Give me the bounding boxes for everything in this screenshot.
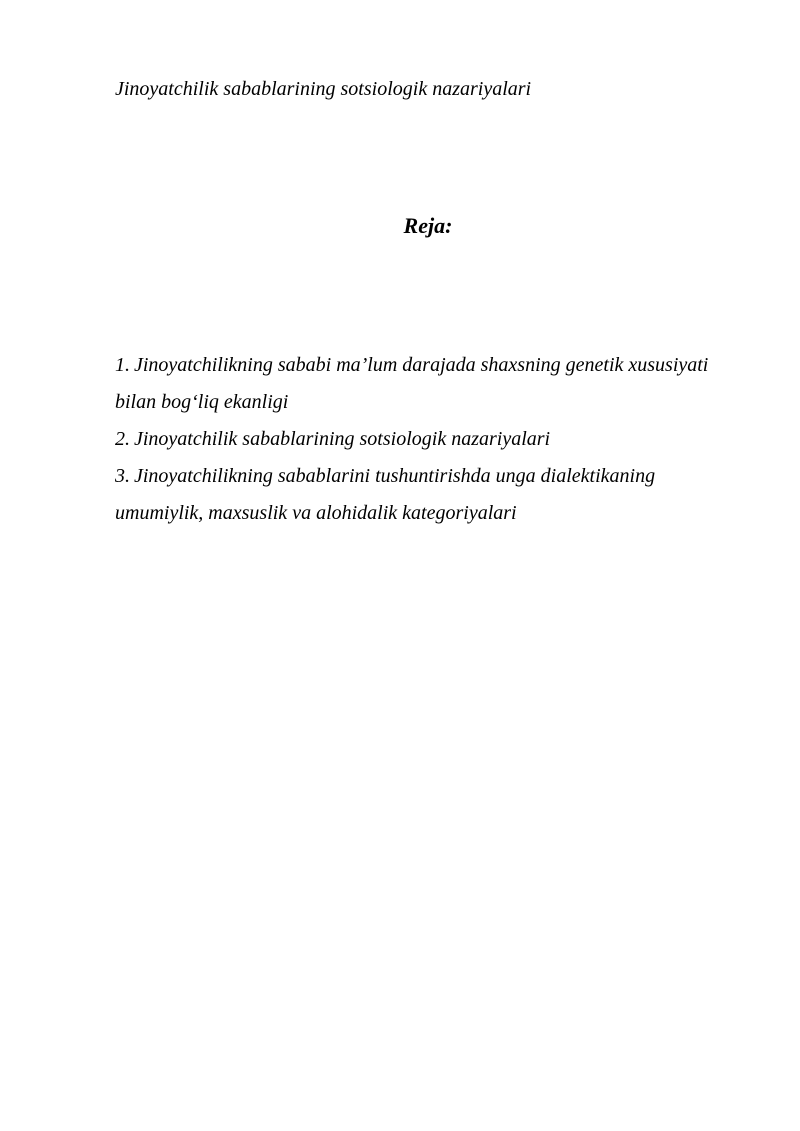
- plan-heading: Reja:: [403, 213, 453, 238]
- plan-list: [115, 347, 715, 532]
- plan-item-text: Jinoyatchilikning sabablarini tushuntirishda unga dialektikaning umumiylik, maxsuslik va alohidalik kategoriyalari: [115, 465, 656, 524]
- plan-item-1: [115, 347, 715, 421]
- document-title: Jinoyatchilik sabablarining sotsiologik nazariyalari: [115, 78, 532, 100]
- plan-item-number: 1.: [115, 354, 130, 376]
- plan-item-2: [115, 421, 715, 458]
- plan-item-3: [115, 458, 715, 532]
- plan-item-number: 3.: [115, 465, 130, 487]
- plan-item-text: Jinoyatchilikning sababi ma’lum darajada shaxsning genetik xususiyati bilan bog‘liq ekanligi: [115, 354, 709, 413]
- plan-item-text: Jinoyatchilik sabablarining sotsiologik nazariyalari: [134, 428, 551, 450]
- plan-item-number: 2.: [115, 428, 130, 450]
